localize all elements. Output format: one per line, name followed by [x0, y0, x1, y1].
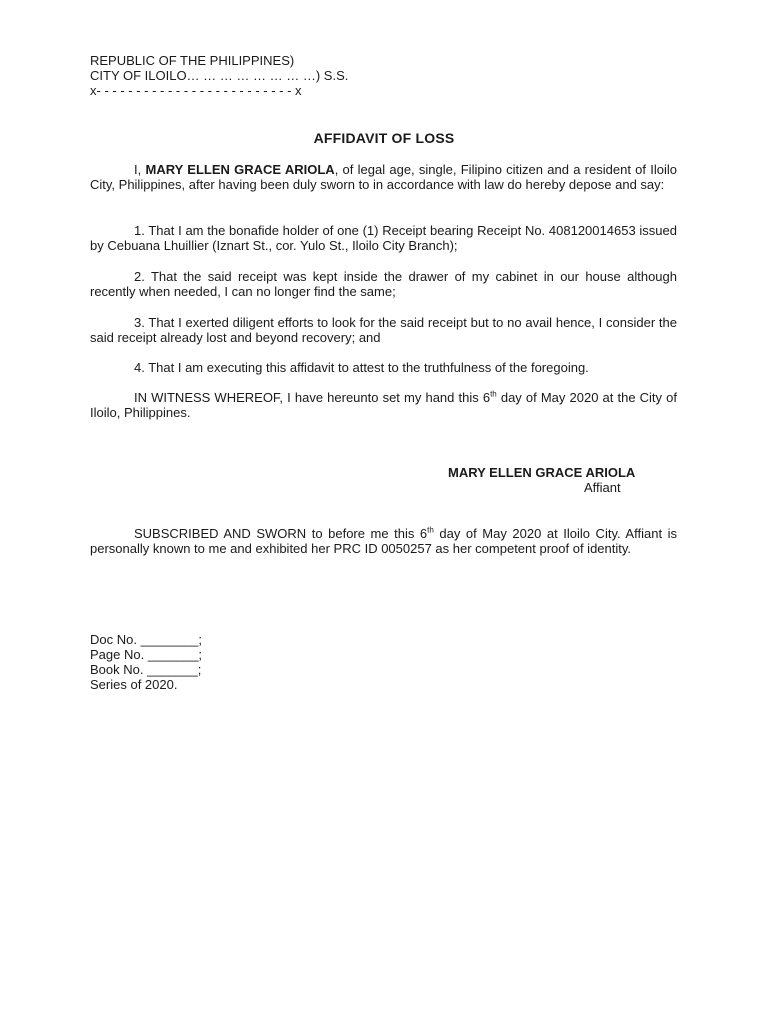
caption-republic: REPUBLIC OF THE PHILIPPINES): [90, 53, 295, 68]
item-3: 3. That I exerted diligent efforts to look for the said receipt but to no avail hence, I consider the said receipt already lost and beyond recovery; and: [90, 315, 677, 345]
notarial-register: [90, 632, 202, 692]
intro-rest: , of legal age, single, Filipino citizen and a resident of Iloilo City, Philippines, after having been duly sworn to in accordance with law do hereby depose and say:: [90, 162, 678, 192]
signature-name: MARY ELLEN GRACE ARIOLA: [448, 465, 636, 480]
page-no: Page No. _______;: [90, 647, 203, 662]
book-no: Book No. _______;: [90, 662, 202, 677]
intro-paragraph: [90, 162, 677, 192]
jurat-before: SUBSCRIBED AND SWORN to before me this 6: [134, 526, 428, 541]
caption-city: CITY OF ILOILO… … … … … … … …) S.S.: [90, 68, 349, 83]
series: Series of 2020.: [90, 677, 178, 692]
witness-after: day of May 2020 at the City of Iloilo, Philippines.: [90, 390, 677, 420]
affiant-name: MARY ELLEN GRACE ARIOLA: [145, 162, 335, 177]
jurat-after: day of May 2020 at Iloilo City. Affiant is personally known to me and exhibited her PRC ID 0050257 as her competent proof of identity.: [90, 526, 677, 556]
jurat-sup: th: [427, 525, 434, 535]
doc-no: Doc No. ________;: [90, 632, 203, 647]
item-2: 2. That the said receipt was kept inside the drawer of my cabinet in our house although recently when needed, I can no longer find the same;: [90, 269, 677, 299]
venue-caption: [90, 53, 410, 98]
witness-paragraph: [90, 390, 677, 420]
caption-separator: x- - - - - - - - - - - - - - - - - - - - - - - - - x: [90, 83, 302, 98]
item-4: 4. That I am executing this affidavit to attest to the truthfulness of the foregoing.: [134, 360, 589, 375]
witness-before: IN WITNESS WHEREOF, I have hereunto set my hand this 6: [134, 390, 491, 405]
intro-prefix: I,: [134, 162, 146, 177]
document-title: AFFIDAVIT OF LOSS: [313, 130, 455, 146]
witness-sup: th: [490, 389, 497, 399]
item-1: 1. That I am the bonafide holder of one (1) Receipt bearing Receipt No. 408120014653 issued by Cebuana Lhuillier (Iznart St., cor. Yulo St., Iloilo City Branch);: [90, 223, 677, 253]
jurat-paragraph: [90, 526, 677, 556]
signature-role: Affiant: [584, 480, 621, 495]
